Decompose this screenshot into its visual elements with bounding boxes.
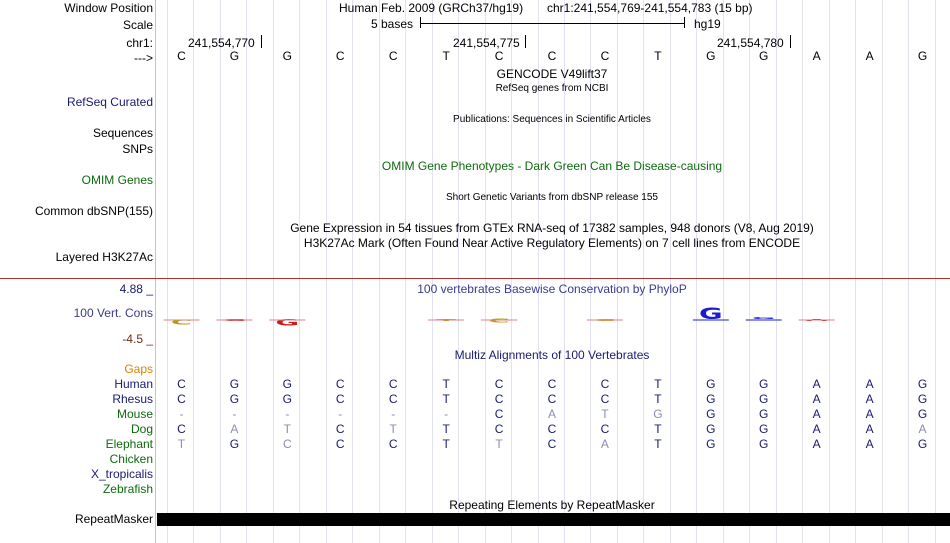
reference-base: T xyxy=(654,49,662,63)
alignment-base: T xyxy=(283,422,291,436)
alignment-base: A xyxy=(812,437,821,451)
alignment-base: C xyxy=(388,437,398,451)
alignment-base: A xyxy=(918,422,927,436)
alignment-base: C xyxy=(177,422,186,436)
alignment-base: C xyxy=(547,422,557,436)
grid-line xyxy=(802,0,803,543)
alignment-base: C xyxy=(282,437,292,451)
reference-base: C xyxy=(335,49,345,63)
alignment-base: T xyxy=(389,422,397,436)
grid-line xyxy=(458,0,459,543)
coord-label-3: 241,554,780 xyxy=(717,36,784,50)
reference-base: C xyxy=(177,49,186,63)
phylop-glyph: C xyxy=(488,318,510,324)
dbsnp-track-title: Short Genetic Variants from dbSNP release 155 xyxy=(446,192,658,203)
alignment-base: C xyxy=(600,422,610,436)
alignment-base: C xyxy=(547,392,557,406)
alignment-base: G xyxy=(759,422,769,436)
alignment-base: A xyxy=(865,392,874,406)
alignment-base: A xyxy=(600,437,609,451)
alignment-base: A xyxy=(812,422,821,436)
alignment-base: G xyxy=(759,437,769,451)
alignment-base: G xyxy=(917,407,928,421)
alignment-base: G xyxy=(229,377,240,391)
reference-base: G xyxy=(706,49,716,63)
coord-label-2: 241,554,775 xyxy=(453,36,520,50)
grid-line xyxy=(432,0,433,543)
label-layered-h3k27ac[interactable]: Layered H3K27Ac xyxy=(55,250,153,264)
alignment-base: - xyxy=(338,407,343,421)
phylop-glyph: G xyxy=(275,317,300,329)
alignment-base: A xyxy=(812,377,821,391)
coord-tick-3 xyxy=(790,35,791,48)
publications-track-title: Publications: Sequences in Scientific Articles xyxy=(453,114,651,125)
alignment-base: - xyxy=(285,407,290,421)
label-common-dbsnp[interactable]: Common dbSNP(155) xyxy=(34,204,153,218)
label-repeatmasker[interactable]: RepeatMasker xyxy=(74,512,153,526)
species-label[interactable]: Chicken xyxy=(109,452,153,466)
alignment-base: G xyxy=(706,422,716,436)
phylop-glyph: G xyxy=(751,316,776,320)
phylop-glyph: C xyxy=(594,318,616,322)
alignment-base: A xyxy=(812,392,821,406)
reference-base: C xyxy=(494,49,504,63)
grid-line xyxy=(829,0,830,543)
reference-base: C xyxy=(388,49,398,63)
alignment-base: C xyxy=(388,377,398,391)
species-label[interactable]: Rhesus xyxy=(112,392,153,406)
scale-bar xyxy=(420,23,685,24)
repeatmasker-block[interactable] xyxy=(157,513,950,526)
alignment-base: C xyxy=(335,422,345,436)
scale-db: hg19 xyxy=(694,17,721,31)
grid-line xyxy=(273,0,274,543)
alignment-base: A xyxy=(865,422,874,436)
alignment-base: G xyxy=(917,377,928,391)
phylop-glyph: T xyxy=(436,318,456,322)
label-scale: Scale xyxy=(122,18,153,32)
scale-text: 5 bases xyxy=(371,17,414,31)
species-label[interactable]: Zebrafish xyxy=(102,482,153,496)
alignment-base: A xyxy=(865,377,874,391)
species-label[interactable]: Elephant xyxy=(105,437,153,451)
label-snps[interactable]: SNPs xyxy=(122,142,153,156)
alignment-base: C xyxy=(388,392,398,406)
grid-line xyxy=(326,0,327,543)
reference-base: T xyxy=(442,49,450,63)
coord-label-1: 241,554,770 xyxy=(188,36,255,50)
alignment-base: C xyxy=(494,377,504,391)
alignment-base: G xyxy=(706,377,716,391)
alignment-base: C xyxy=(177,377,186,391)
label-chr: chr1: xyxy=(126,36,153,50)
alignment-base: G xyxy=(759,407,769,421)
alignment-base: G xyxy=(706,392,716,406)
track-separator xyxy=(0,278,950,279)
label-phylop-min: -4.5 _ xyxy=(122,332,153,346)
alignment-base: G xyxy=(229,392,240,406)
gencode-track-title: GENCODE V49lift37 xyxy=(496,67,608,81)
label-phylop-max: 4.88 _ xyxy=(119,282,153,296)
reference-base: G xyxy=(759,49,769,63)
alignment-base: G xyxy=(759,392,769,406)
label-100-vert-cons[interactable]: 100 Vert. Cons xyxy=(73,306,153,320)
alignment-base: - xyxy=(444,407,449,421)
reference-base: A xyxy=(865,49,874,63)
gtex-track-title: Gene Expression in 54 tissues from GTEx RNA-seq of 17382 samples, 948 donors (V8, Aug 2019) xyxy=(290,221,814,235)
grid-line xyxy=(696,0,697,543)
alignment-base: T xyxy=(654,377,662,391)
reference-base: G xyxy=(229,49,240,63)
grid-line xyxy=(167,0,168,543)
coord-tick-1 xyxy=(261,35,262,48)
grid-line xyxy=(643,0,644,543)
grid-line xyxy=(749,0,750,543)
label-strand[interactable]: ---> xyxy=(134,51,153,65)
grid-line xyxy=(908,0,909,543)
label-sequences[interactable]: Sequences xyxy=(92,126,153,140)
alignment-base: T xyxy=(177,437,186,451)
alignment-base: G xyxy=(229,437,240,451)
label-refseq-curated[interactable]: RefSeq Curated xyxy=(66,95,153,109)
alignment-base: T xyxy=(442,437,450,451)
label-window-position: Window Position xyxy=(64,1,153,15)
grid-line xyxy=(723,0,724,543)
alignment-base: C xyxy=(335,377,345,391)
scale-bar-right-tick xyxy=(684,17,685,28)
alignment-base: G xyxy=(282,377,292,391)
repeatmasker-track-title: Repeating Elements by RepeatMasker xyxy=(449,498,655,512)
reference-base: C xyxy=(547,49,557,63)
label-divider xyxy=(155,0,156,543)
alignment-base: C xyxy=(494,422,504,436)
alignment-base: T xyxy=(654,392,662,406)
grid-line xyxy=(246,0,247,543)
species-label[interactable]: Mouse xyxy=(116,407,153,421)
grid-line xyxy=(855,0,856,543)
alignment-base: T xyxy=(601,407,609,421)
alignment-base: C xyxy=(547,437,557,451)
alignment-base: T xyxy=(495,437,503,451)
species-label[interactable]: Dog xyxy=(130,422,153,436)
alignment-base: A xyxy=(812,407,821,421)
alignment-base: G xyxy=(917,437,928,451)
grid-line xyxy=(882,0,883,543)
species-label[interactable]: Human xyxy=(114,377,153,391)
alignment-base: C xyxy=(494,392,504,406)
grid-line xyxy=(379,0,380,543)
position-title: chr1:241,554,769-241,554,783 (15 bp) xyxy=(547,1,753,15)
alignment-base: G xyxy=(759,377,769,391)
alignment-base: A xyxy=(230,422,239,436)
omim-track-title: OMIM Gene Phenotypes - Dark Green Can Be Disease-causing xyxy=(381,159,723,173)
alignment-base: A xyxy=(547,407,557,421)
alignment-base: A xyxy=(865,437,874,451)
species-label[interactable]: X_tropicalis xyxy=(90,467,153,481)
phylop-glyph: G xyxy=(698,304,723,324)
reference-base: G xyxy=(917,49,928,63)
grid-line xyxy=(776,0,777,543)
alignment-base: C xyxy=(335,437,345,451)
alignment-base: C xyxy=(600,392,610,406)
grid-line xyxy=(670,0,671,543)
assembly-title: Human Feb. 2009 (GRCh37/hg19) xyxy=(339,1,524,15)
phylop-track-title: 100 vertebrates Basewise Conservation by PhyloP xyxy=(417,282,687,296)
alignment-base: - xyxy=(232,407,237,421)
phylop-glyph: A xyxy=(805,318,828,322)
label-omim-genes[interactable]: OMIM Genes xyxy=(81,173,153,187)
grid-line xyxy=(220,0,221,543)
alignment-base: T xyxy=(442,392,450,406)
grid-line xyxy=(485,0,486,543)
reference-base: C xyxy=(600,49,610,63)
phylop-glyph: C xyxy=(170,317,193,327)
alignment-base: G xyxy=(706,407,716,421)
multiz-track-title: Multiz Alignments of 100 Vertebrates xyxy=(454,348,650,362)
alignment-base: G xyxy=(653,407,663,421)
grid-line xyxy=(352,0,353,543)
grid-line xyxy=(193,0,194,543)
alignment-base: T xyxy=(654,422,662,436)
alignment-base: T xyxy=(442,377,450,391)
alignment-base: G xyxy=(282,392,292,406)
alignment-base: - xyxy=(391,407,396,421)
alignment-base: T xyxy=(442,422,450,436)
label-gaps[interactable]: Gaps xyxy=(124,362,153,376)
alignment-base: G xyxy=(706,437,716,451)
alignment-base: - xyxy=(179,407,184,421)
alignment-base: A xyxy=(865,407,874,421)
alignment-base: C xyxy=(177,392,186,406)
reference-base: G xyxy=(282,49,292,63)
reference-base: A xyxy=(812,49,821,63)
grid-line xyxy=(617,0,618,543)
refseq-track-subtitle: RefSeq genes from NCBI xyxy=(495,83,609,94)
alignment-base: G xyxy=(917,392,928,406)
alignment-base: C xyxy=(600,377,610,391)
h3k27ac-track-title: H3K27Ac Mark (Often Found Near Active Regulatory Elements) on 7 cell lines from ENCODE xyxy=(303,236,801,250)
phylop-glyph: G xyxy=(222,318,247,322)
alignment-base: C xyxy=(335,392,345,406)
grid-line xyxy=(299,0,300,543)
alignment-base: C xyxy=(547,377,557,391)
grid-line xyxy=(935,0,936,543)
grid-line xyxy=(405,0,406,543)
coord-tick-2 xyxy=(525,35,526,48)
alignment-base: C xyxy=(494,407,504,421)
alignment-base: T xyxy=(654,437,662,451)
